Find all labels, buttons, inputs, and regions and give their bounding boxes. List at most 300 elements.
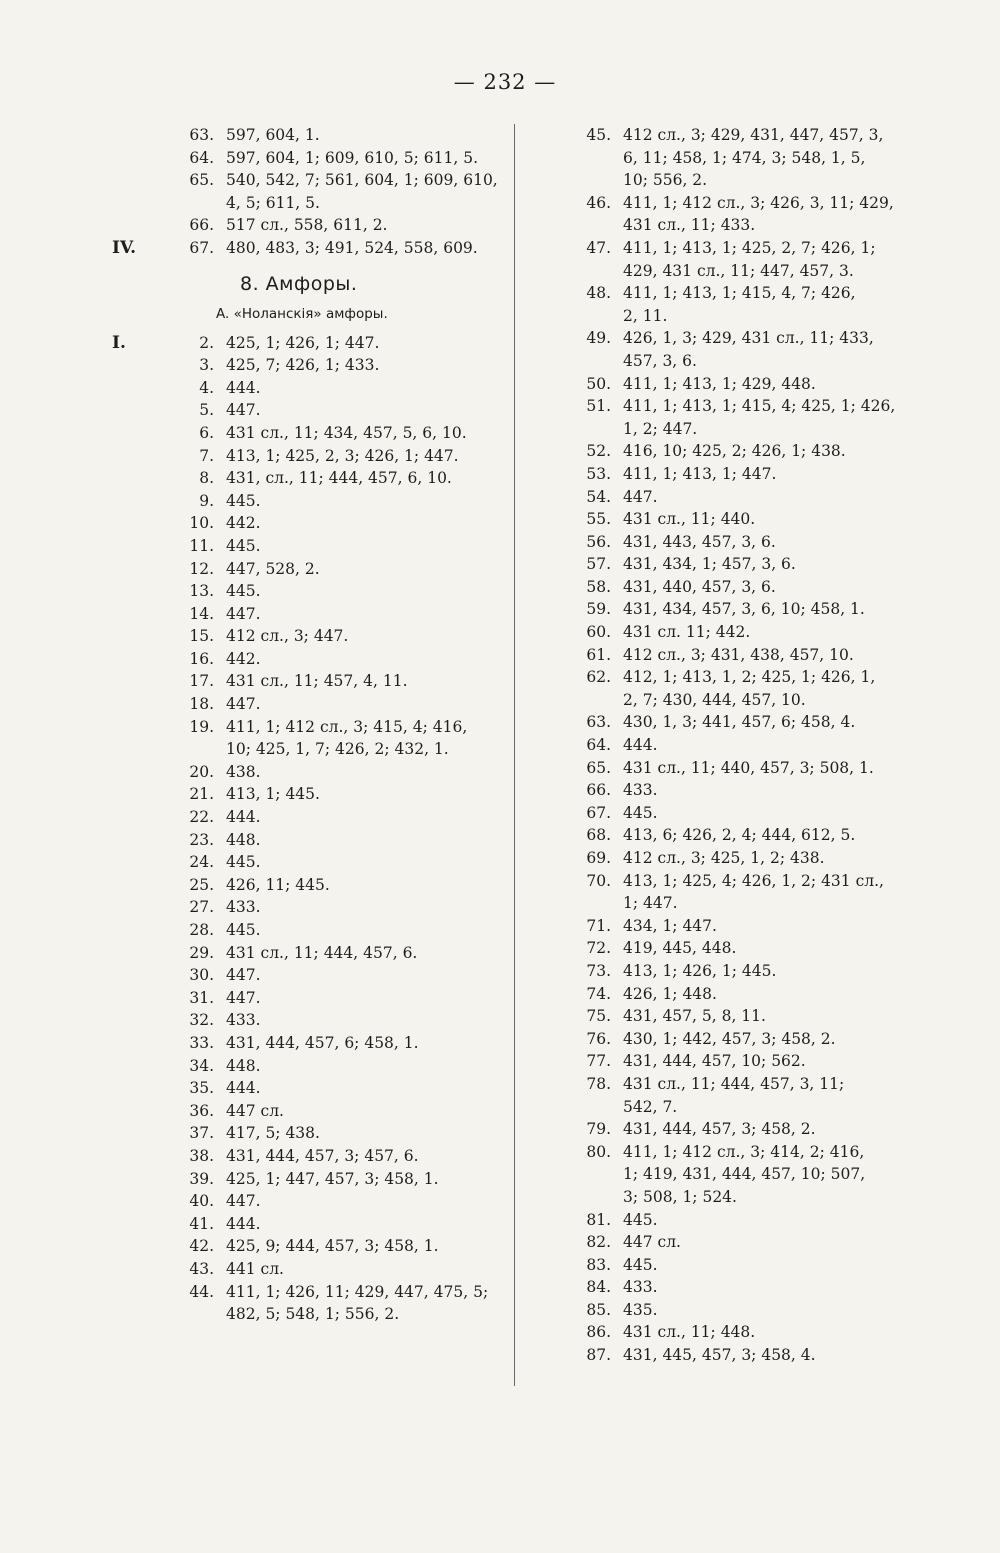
section-heading: 8. Амфоры. (240, 272, 358, 295)
reference-line: 444. (226, 1079, 261, 1098)
roman-numeral (112, 964, 152, 987)
reference-line: 444. (226, 378, 261, 397)
reference-line: 412 сл., 3; 431, 438, 457, 10. (623, 645, 854, 664)
reference-line: 419, 445, 448. (623, 939, 737, 958)
index-entry (112, 237, 510, 260)
reference-line: 3; 508, 1; 524. (623, 1187, 737, 1206)
entry-number: 48. (586, 284, 611, 303)
index-entry (112, 169, 510, 214)
entry-references (623, 1050, 912, 1073)
roman-numeral (112, 625, 152, 648)
index-entry (112, 445, 510, 468)
roman-numeral (112, 535, 152, 558)
right-list (560, 124, 912, 1367)
reference-line: 2, 7; 430, 444, 457, 10. (623, 690, 806, 709)
roman-numeral (112, 1258, 152, 1281)
entry-references (226, 783, 502, 806)
index-entry (112, 1168, 510, 1191)
entry-references (226, 964, 502, 987)
roman-numeral (112, 445, 152, 468)
entry-number: 30. (189, 966, 214, 985)
index-entry (112, 1100, 510, 1123)
entry-references (623, 983, 912, 1006)
entry-number: 6. (199, 423, 214, 442)
entry-number: 17. (189, 672, 214, 691)
entry-number: 42. (189, 1237, 214, 1256)
entry-references (226, 1077, 502, 1100)
index-entry (560, 1118, 912, 1141)
entry-number: 13. (189, 582, 214, 601)
index-entry (112, 851, 510, 874)
reference-line: 431, сл., 11; 444, 457, 6, 10. (226, 469, 452, 488)
reference-line: 431, 444, 457, 6; 458, 1. (226, 1033, 419, 1052)
roman-numeral (112, 603, 152, 626)
entry-number: 28. (189, 921, 214, 939)
index-entry (560, 937, 912, 960)
reference-line: 411, 1; 413, 1; 447. (623, 464, 777, 483)
index-entry (560, 802, 912, 825)
entry-references (226, 490, 502, 513)
reference-line: 431 сл. 11; 442. (623, 623, 751, 642)
roman-numeral (112, 147, 152, 170)
index-entry (112, 467, 510, 490)
entry-references (623, 802, 912, 825)
entry-number: 60. (586, 623, 611, 642)
roman-numeral (112, 558, 152, 581)
entry-references (226, 1009, 502, 1032)
entry-references (226, 896, 502, 919)
left-bottom-list (112, 332, 510, 1326)
entry-references (623, 1209, 912, 1232)
index-entry (560, 463, 912, 486)
index-entry (112, 987, 510, 1010)
entry-references (623, 1073, 912, 1118)
index-entry (560, 192, 912, 237)
reference-line: 445. (226, 491, 261, 510)
entry-references (226, 422, 502, 445)
reference-line: 425, 1; 426, 1; 447. (226, 333, 380, 352)
index-entry (560, 508, 912, 531)
entry-number: 12. (189, 559, 214, 578)
entry-references (226, 332, 502, 355)
entry-number: 11. (189, 536, 214, 555)
page-number: — 232 — (453, 70, 557, 94)
roman-numeral (112, 1190, 152, 1213)
roman-numeral (112, 987, 152, 1010)
reference-line: 411, 1; 412 сл., 3; 426, 3, 11; 429, (623, 193, 894, 212)
reference-line: 2, 11. (623, 306, 668, 325)
reference-line: 413, 1; 425, 2, 3; 426, 1; 447. (226, 446, 459, 465)
column-divider (514, 124, 515, 1386)
reference-line: 447. (226, 966, 261, 985)
reference-line: 434, 1; 447. (623, 916, 717, 935)
reference-line: 431, 444, 457, 10; 562. (623, 1052, 806, 1071)
reference-line: 412, 1; 413, 1, 2; 425, 1; 426, 1, (623, 668, 876, 687)
left-top-list (112, 124, 510, 260)
reference-line: 448. (226, 1056, 261, 1075)
entry-references (226, 1168, 502, 1191)
index-entry (560, 327, 912, 372)
index-entry (112, 896, 510, 919)
roman-numeral (112, 512, 152, 535)
entry-number: 66. (586, 781, 611, 800)
roman-numeral: IV. (112, 237, 137, 258)
reference-line: 431, 443, 457, 3, 6. (623, 532, 776, 551)
index-entry (112, 1258, 510, 1281)
entry-references (623, 192, 912, 237)
index-entry (560, 734, 912, 757)
roman-numeral (112, 354, 152, 377)
entry-number: 52. (586, 442, 611, 461)
entry-number: 21. (189, 785, 214, 804)
reference-line: 425, 7; 426, 1; 433. (226, 356, 380, 375)
entry-number: 81. (586, 1210, 611, 1229)
reference-line: 412 сл., 3; 447. (226, 627, 349, 646)
reference-line: 445. (623, 1255, 658, 1274)
entry-number: 45. (586, 126, 611, 144)
reference-line: 431, 434, 1; 457, 3, 6. (623, 555, 796, 574)
reference-line: 431 сл., 11; 444, 457, 6. (226, 943, 418, 962)
index-entry (112, 670, 510, 693)
index-entry (112, 512, 510, 535)
entry-number: 40. (189, 1192, 214, 1211)
index-entry (112, 783, 510, 806)
index-entry (112, 693, 510, 716)
subheading: A. «Ноланскiя» амфоры. (216, 305, 388, 322)
entry-number: 50. (586, 374, 611, 393)
entry-number: 65. (586, 758, 611, 777)
reference-line: 597, 604, 1. (226, 126, 320, 144)
entry-number: 41. (189, 1214, 214, 1233)
entry-references (623, 621, 912, 644)
roman-numeral (112, 1009, 152, 1032)
entry-number: 37. (189, 1124, 214, 1143)
roman-numeral (112, 1077, 152, 1100)
entry-number: 67. (189, 238, 214, 257)
entry-references (226, 1258, 502, 1281)
entry-references (226, 1032, 502, 1055)
entry-references (623, 576, 912, 599)
entry-number: 71. (586, 916, 611, 935)
entry-references (623, 644, 912, 667)
entry-number: 75. (586, 1007, 611, 1026)
entry-number: 83. (586, 1255, 611, 1274)
entry-number: 64. (586, 736, 611, 755)
roman-numeral (112, 874, 152, 897)
index-entry (560, 779, 912, 802)
entry-number: 31. (189, 988, 214, 1007)
index-entry (560, 1299, 912, 1322)
reference-line: 411, 1; 413, 1; 429, 448. (623, 374, 816, 393)
entry-number: 33. (189, 1033, 214, 1052)
entry-number: 79. (586, 1120, 611, 1139)
index-entry (560, 531, 912, 554)
entry-number: 85. (586, 1300, 611, 1319)
index-entry (112, 558, 510, 581)
entry-number: 2. (199, 333, 214, 352)
entry-references (226, 1100, 502, 1123)
reference-line: 445. (623, 1210, 658, 1229)
index-entry (112, 648, 510, 671)
entry-number: 22. (189, 808, 214, 827)
index-entry (560, 237, 912, 282)
index-entry (112, 964, 510, 987)
reference-line: 417, 5; 438. (226, 1124, 320, 1143)
reference-line: 447. (226, 1192, 261, 1211)
reference-line: 1; 447. (623, 894, 678, 913)
entry-number: 63. (586, 713, 611, 732)
index-entry (112, 1055, 510, 1078)
index-entry (560, 983, 912, 1006)
index-entry (112, 354, 510, 377)
entry-number: 76. (586, 1029, 611, 1048)
entry-number: 3. (199, 356, 214, 375)
index-entry (112, 332, 510, 355)
entry-number: 67. (586, 803, 611, 822)
entry-references (623, 1321, 912, 1344)
entry-references (623, 960, 912, 983)
entry-number: 23. (189, 830, 214, 849)
reference-line: 482, 5; 548, 1; 556, 2. (226, 1305, 400, 1324)
entry-references (623, 1344, 912, 1367)
reference-line: 431 сл., 11; 440. (623, 510, 756, 529)
index-entry (112, 399, 510, 422)
index-entry (112, 942, 510, 965)
reference-line: 442. (226, 649, 261, 668)
entry-references (226, 214, 502, 237)
reference-line: 426, 11; 445. (226, 875, 330, 894)
index-entry (112, 580, 510, 603)
index-entry (560, 1321, 912, 1344)
reference-line: 4, 5; 611, 5. (226, 193, 320, 212)
reference-line: 438. (226, 762, 261, 781)
index-entry (560, 915, 912, 938)
index-entry (560, 576, 912, 599)
entry-number: 10. (189, 514, 214, 533)
entry-references (623, 915, 912, 938)
entry-references (623, 598, 912, 621)
entry-number: 72. (586, 939, 611, 958)
roman-numeral (112, 693, 152, 716)
index-entry (112, 377, 510, 400)
reference-line: 412 сл., 3; 425, 1, 2; 438. (623, 849, 825, 867)
entry-references (226, 987, 502, 1010)
index-entry (112, 1213, 510, 1236)
roman-numeral (112, 1122, 152, 1145)
entry-number: 86. (586, 1323, 611, 1342)
index-entry (560, 282, 912, 327)
roman-numeral (112, 1055, 152, 1078)
index-entry (112, 1077, 510, 1100)
entry-references (623, 486, 912, 509)
index-entry (112, 1190, 510, 1213)
entry-number: 84. (586, 1278, 611, 1297)
entry-number: 49. (586, 329, 611, 348)
entry-references (226, 1145, 502, 1168)
entry-references (226, 124, 502, 147)
entry-number: 64. (189, 148, 214, 167)
entry-number: 51. (586, 397, 611, 416)
entry-references (226, 354, 502, 377)
index-entry (560, 847, 912, 870)
index-entry (112, 147, 510, 170)
reference-line: 447 сл. (226, 1101, 284, 1120)
reference-line: 411, 1; 413, 1; 415, 4, 7; 426, (623, 284, 856, 303)
reference-line: 447, 528, 2. (226, 559, 320, 578)
roman-numeral (112, 851, 152, 874)
reference-line: 431 сл., 11; 433. (623, 216, 756, 235)
entry-number: 32. (189, 1011, 214, 1030)
roman-numeral (112, 829, 152, 852)
entry-references (226, 693, 502, 716)
entry-references (623, 1028, 912, 1051)
entry-number: 8. (199, 469, 214, 488)
reference-line: 445. (226, 582, 261, 601)
reference-line: 411, 1; 413, 1; 415, 4; 425, 1; 426, (623, 397, 896, 416)
reference-line: 431, 444, 457, 3; 457, 6. (226, 1146, 419, 1165)
entry-number: 36. (189, 1101, 214, 1120)
entry-references (226, 467, 502, 490)
entry-references (226, 625, 502, 648)
entry-number: 69. (586, 849, 611, 867)
index-entry (560, 824, 912, 847)
entry-number: 20. (189, 762, 214, 781)
reference-line: 413, 1; 426, 1; 445. (623, 961, 777, 980)
entry-number: 5. (199, 401, 214, 420)
entry-number: 9. (199, 491, 214, 510)
reference-line: 448. (226, 830, 261, 849)
reference-line: 447. (226, 401, 261, 420)
index-entry (112, 806, 510, 829)
roman-numeral (112, 169, 152, 214)
left-column (112, 124, 510, 1326)
reference-line: 425, 9; 444, 457, 3; 458, 1. (226, 1237, 439, 1256)
index-entry (560, 644, 912, 667)
entry-references (623, 870, 912, 915)
entry-number: 62. (586, 668, 611, 687)
index-entry (112, 422, 510, 445)
roman-numeral (112, 422, 152, 445)
reference-line: 445. (226, 853, 261, 872)
entry-number: 70. (586, 871, 611, 890)
entry-references (623, 779, 912, 802)
entry-references (226, 445, 502, 468)
entry-references (226, 942, 502, 965)
entry-references (226, 874, 502, 897)
reference-line: 597, 604, 1; 609, 610, 5; 611, 5. (226, 148, 479, 167)
entry-references (623, 124, 912, 192)
entry-references (623, 1005, 912, 1028)
index-entry (112, 1032, 510, 1055)
index-entry (560, 1254, 912, 1277)
roman-numeral (112, 806, 152, 829)
entry-references (226, 535, 502, 558)
entry-references (623, 395, 912, 440)
entry-references (623, 282, 912, 327)
index-entry (560, 870, 912, 915)
index-entry (560, 440, 912, 463)
entry-number: 47. (586, 238, 611, 257)
reference-line: 441 сл. (226, 1259, 284, 1278)
index-entry (560, 553, 912, 576)
index-entry (560, 1050, 912, 1073)
entry-number: 74. (586, 984, 611, 1003)
index-entry (112, 124, 510, 147)
reference-line: 429, 431 сл., 11; 447, 457, 3. (623, 261, 854, 280)
entry-number: 25. (189, 875, 214, 894)
entry-number: 58. (586, 577, 611, 596)
roman-numeral (112, 580, 152, 603)
entry-number: 55. (586, 510, 611, 529)
reference-line: 430, 1; 442, 457, 3; 458, 2. (623, 1029, 836, 1048)
reference-line: 431 сл., 11; 457, 4, 11. (226, 672, 408, 691)
entry-number: 43. (189, 1259, 214, 1278)
reference-line: 416, 10; 425, 2; 426, 1; 438. (623, 442, 846, 461)
roman-numeral (112, 896, 152, 919)
reference-line: 445. (226, 536, 261, 555)
entry-number: 77. (586, 1052, 611, 1071)
entry-number: 39. (189, 1169, 214, 1188)
entry-number: 38. (189, 1146, 214, 1165)
entry-references (226, 829, 502, 852)
roman-numeral: I. (112, 332, 126, 353)
index-entry (112, 1281, 510, 1326)
entry-references (226, 670, 502, 693)
reference-line: 431, 440, 457, 3, 6. (623, 577, 776, 596)
entry-references (623, 531, 912, 554)
reference-line: 431 сл., 11; 448. (623, 1323, 756, 1342)
entry-number: 18. (189, 695, 214, 714)
entry-references (623, 237, 912, 282)
reference-line: 433. (226, 898, 261, 917)
entry-number: 68. (586, 826, 611, 845)
roman-numeral (112, 467, 152, 490)
index-entry (560, 1141, 912, 1209)
reference-line: 433. (226, 1011, 261, 1030)
entry-number: 80. (586, 1142, 611, 1161)
entry-number: 65. (189, 171, 214, 190)
entry-references (226, 1235, 502, 1258)
entry-references (623, 440, 912, 463)
index-entry (560, 124, 912, 192)
reference-line: 431 сл., 11; 444, 457, 3, 11; (623, 1074, 845, 1093)
index-entry (112, 716, 510, 761)
reference-line: 431 сл., 11; 440, 457, 3; 508, 1. (623, 758, 874, 777)
reference-line: 542, 7. (623, 1097, 678, 1116)
reference-line: 433. (623, 1278, 658, 1297)
roman-numeral (112, 1281, 152, 1326)
reference-line: 444. (226, 808, 261, 827)
entry-references (623, 508, 912, 531)
entry-references (226, 512, 502, 535)
index-entry (560, 711, 912, 734)
entry-references (226, 919, 502, 942)
index-entry (112, 625, 510, 648)
entry-references (623, 666, 912, 711)
reference-line: 425, 1; 447, 457, 3; 458, 1. (226, 1169, 439, 1188)
index-entry (112, 1009, 510, 1032)
entry-number: 35. (189, 1079, 214, 1098)
roman-numeral (112, 919, 152, 942)
entry-number: 87. (586, 1346, 611, 1365)
roman-numeral (112, 1213, 152, 1236)
reference-line: 6, 11; 458, 1; 474, 3; 548, 1, 5, (623, 148, 866, 167)
reference-line: 412 сл., 3; 429, 431, 447, 457, 3, (623, 126, 884, 144)
reference-line: 447. (226, 604, 261, 623)
reference-line: 433. (623, 781, 658, 800)
index-entry (112, 1122, 510, 1145)
reference-line: 413, 1; 445. (226, 785, 320, 804)
